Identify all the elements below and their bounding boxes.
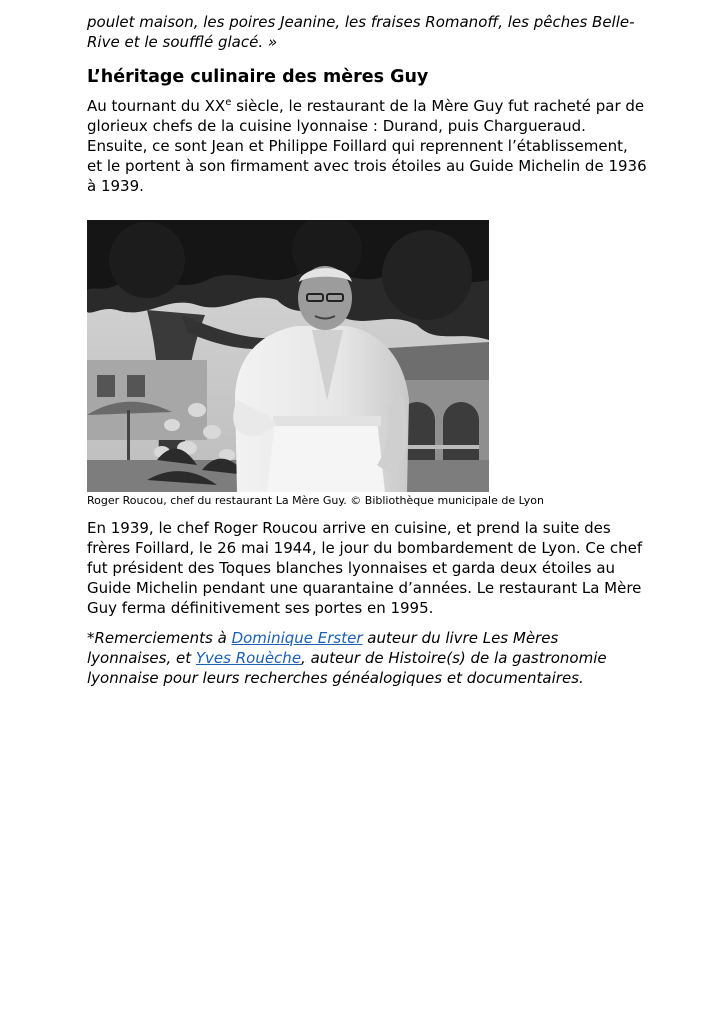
para1-rest: siècle, le restaurant de la Mère Guy fut racheté par de glorieux chefs de la cuisine lyonnaise : Durand, puis Chargueraud. Ensuite, ce sont Jean et Philippe Foillard qui reprennent l’établissement, et le portent à son firmament avec trois étoiles au Guide Michelin de 1936 à 1939.	[87, 97, 647, 195]
roucou-paragraph: En 1939, le chef Roger Roucou arrive en cuisine, et prend la suite des frères Foillard, le 26 mai 1944, le jour du bombardement de Lyon. Ce chef fut président des Toques blanches lyonnaises et garda deux étoiles au Guide Michelin pendant une quarantaine d’années. Le restaurant La Mère Guy ferma définitivement ses portes en 1995.	[87, 519, 643, 617]
chef-photo	[87, 220, 489, 492]
ack-prefix: *Remerciements à	[87, 629, 232, 647]
acknowledgements	[87, 628, 647, 688]
section-heading: L’héritage culinaire des mères Guy	[87, 67, 429, 87]
para1-superscript: e	[225, 97, 232, 108]
photo-caption: Roger Roucou, chef du restaurant La Mère Guy. © Bibliothèque municipale de Lyon	[87, 494, 544, 507]
ack-middle: auteur du livre Les Mères lyonnaises, et	[87, 629, 559, 667]
para1-start: Au tournant du XX	[87, 97, 226, 115]
intro-tail-text: poulet maison, les poires Jeanine, les fraises Romanoff, les pêches Belle-Rive et le soufflé glacé. »	[87, 13, 635, 51]
link-dominique-erster[interactable]: Dominique Erster	[231, 629, 363, 647]
ack-suffix: , auteur de Histoire(s) de la gastronomie lyonnaise pour leurs recherches généalogiques et documentaires.	[87, 649, 607, 687]
section-paragraph	[87, 96, 647, 196]
chef-photo-image	[87, 220, 489, 492]
link-yves-roueche[interactable]: Yves Rouèche	[195, 649, 302, 667]
document-page	[87, 12, 647, 688]
